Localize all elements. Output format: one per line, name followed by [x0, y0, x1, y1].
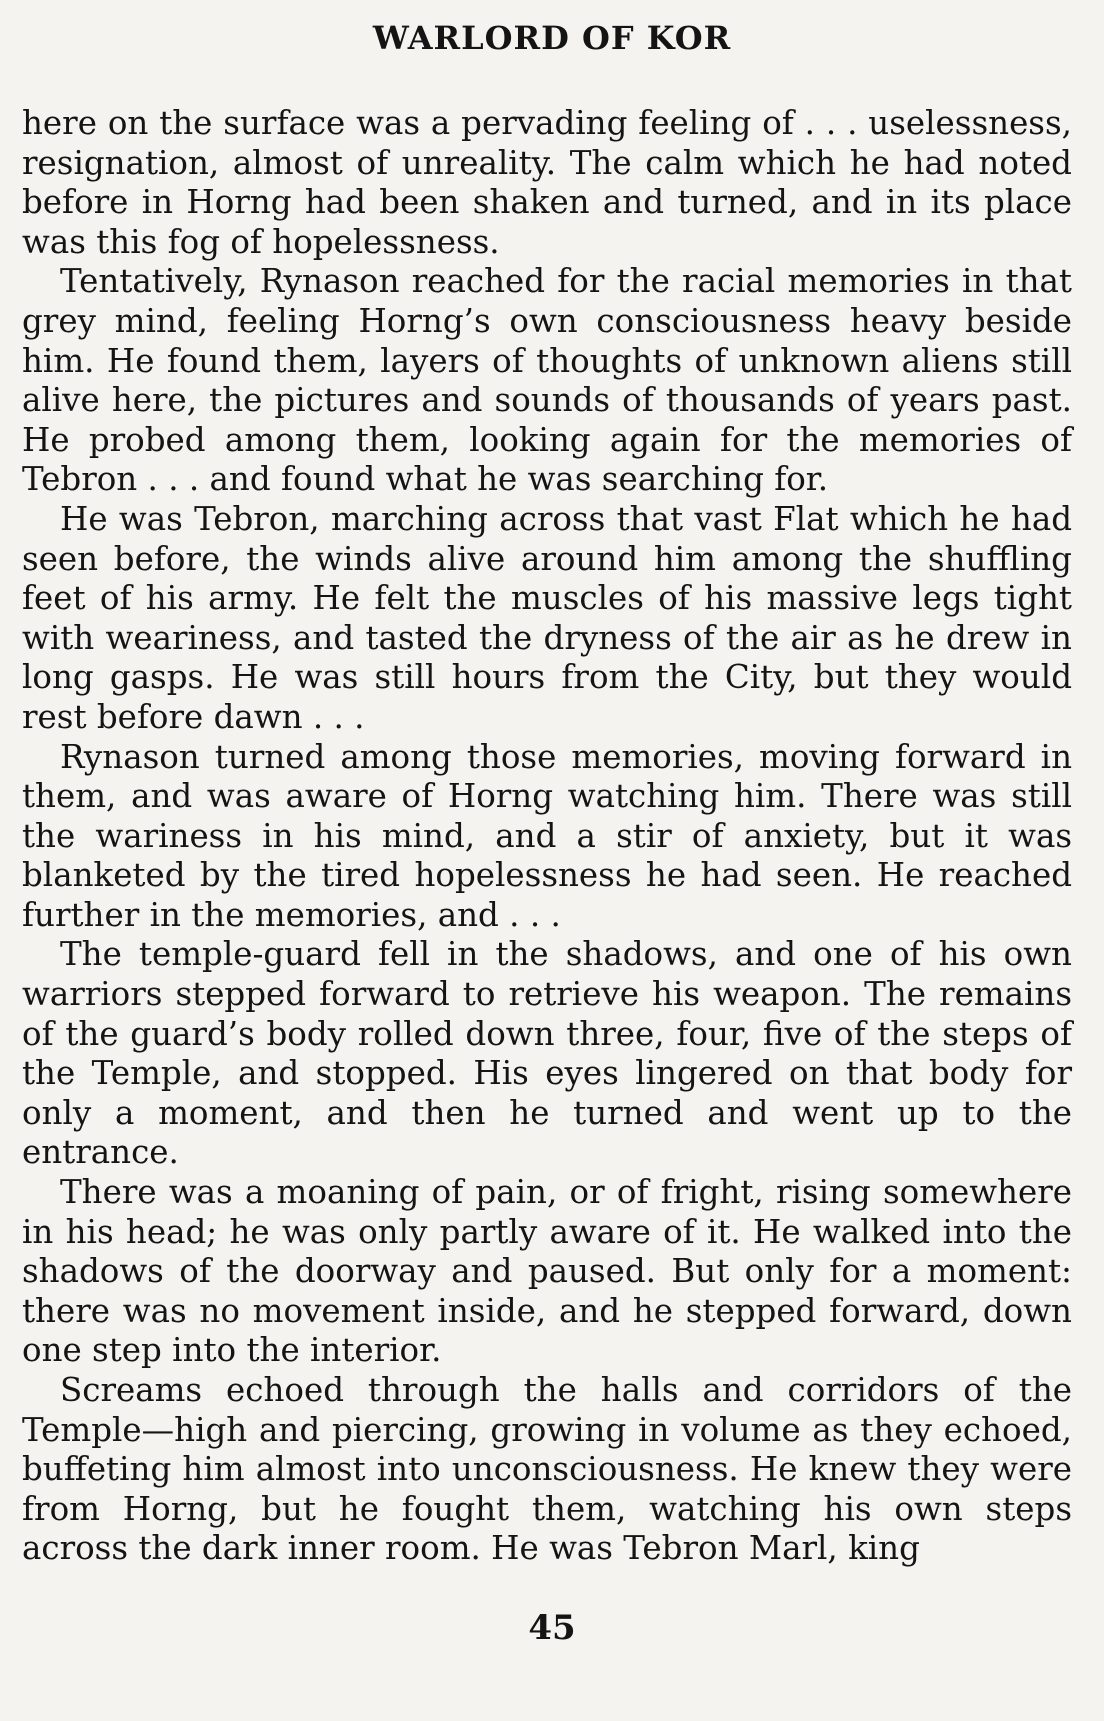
running-head: WARLORD OF KOR [372, 19, 732, 57]
paragraph: here on the surface was a pervading feeling of . . . uselessness, resignation, almost of unreality. The calm which he had noted before in Horng had been shaken and turned, and in its place was this fog of hopelessness. [22, 104, 1072, 261]
body-text [22, 104, 1072, 1569]
paragraph: There was a moaning of pain, or of fright, rising somewhere in his head; he was only partly aware of it. He walked into the shadows of the doorway and paused. But only for a moment: there was no movement inside, and he stepped forward, down one step into the interior. [22, 1173, 1072, 1370]
paragraph: The temple-guard fell in the shadows, and one of his own warriors stepped forward to retrieve his weapon. The remains of the guard’s body rolled down three, four, five of the steps of the Temple, and stopped. His eyes lingered on that body for only a moment, and then he turned and went up to the entrance. [22, 935, 1072, 1172]
page-number: 45 [528, 1608, 576, 1648]
paragraph: Tentatively, Rynason reached for the racial memories in that grey mind, feeling Horng’s own consciousness heavy beside him. He found them, layers of thoughts of unknown aliens still alive here, the pictures and sounds of thousands of years past. He probed among them, looking again for the memories of Tebron . . . and found what he was searching for. [22, 262, 1072, 499]
paragraph: He was Tebron, marching across that vast Flat which he had seen before, the winds alive around him among the shuffling feet of his army. He felt the muscles of his massive legs tight with weariness, and tasted the dryness of the air as he drew in long gasps. He was still hours from the City, but they would rest before dawn . . . [22, 499, 1072, 736]
paragraph: Rynason turned among those memories, moving forward in them, and was aware of Horng watching him. There was still the wariness in his mind, and a stir of anxiety, but it was blanketed by the tired hopelessness he had seen. He reached further in the memories, and . . . [22, 737, 1072, 934]
paragraph: Screams echoed through the halls and corridors of the Temple—high and piercing, growing in volume as they echoed, buffeting him almost into unconsciousness. He knew they were from Horng, but he fought them, watching his own steps across the dark inner room. He was Tebron Marl, king [22, 1371, 1072, 1568]
